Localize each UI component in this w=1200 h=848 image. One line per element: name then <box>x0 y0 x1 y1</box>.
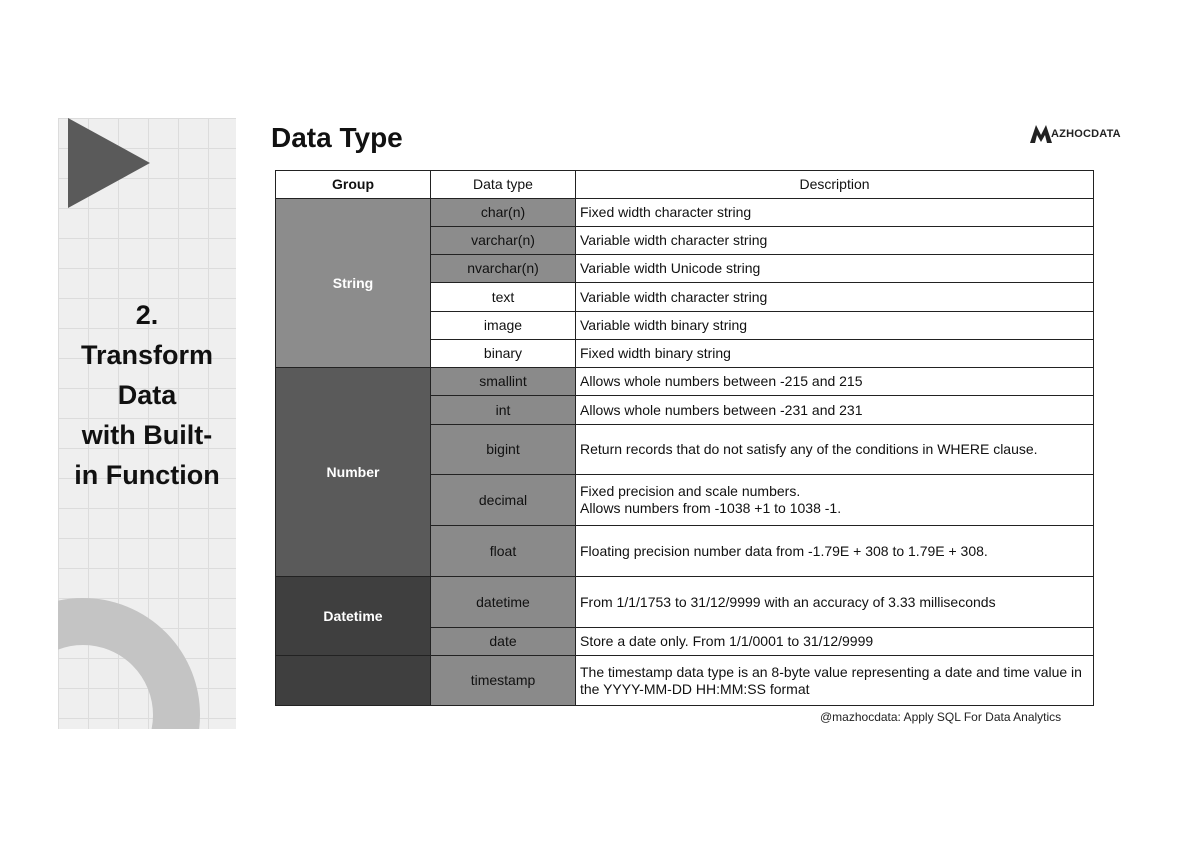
desc-line: Fixed width character string <box>580 204 752 220</box>
type-cell: nvarchar(n) <box>431 255 576 283</box>
play-triangle-icon <box>68 118 150 208</box>
desc-cell <box>576 255 1094 283</box>
desc-cell <box>576 656 1094 706</box>
m-logo-icon <box>1030 125 1052 143</box>
section-title <box>58 295 236 495</box>
desc-cell <box>576 368 1094 396</box>
header-data-type: Data type <box>431 171 576 199</box>
desc-line: Variable width Unicode string <box>580 260 761 276</box>
desc-cell <box>576 526 1094 577</box>
section-title-line: Transform <box>80 340 214 370</box>
group-string: String <box>276 199 431 368</box>
header-description: Description <box>576 171 1094 199</box>
desc-cell <box>576 199 1094 227</box>
desc-line: Fixed precision and scale numbers. <box>580 483 801 499</box>
table-row <box>276 656 1094 706</box>
desc-line: Variable width character string <box>580 288 768 305</box>
desc-cell <box>576 628 1094 656</box>
brand-logo <box>1030 122 1121 146</box>
type-cell: text <box>431 283 576 312</box>
group-empty <box>276 656 431 706</box>
type-cell: bigint <box>431 425 576 475</box>
desc-line: Allows numbers from -1038 +1 to 1038 -1. <box>580 500 842 516</box>
desc-cell <box>576 425 1094 475</box>
desc-line: From 1/1/1753 to 31/12/9999 with an accuracy of 3.33 milliseconds <box>580 593 996 610</box>
ring-decoration <box>58 598 200 729</box>
data-type-table <box>275 170 1094 706</box>
desc-line: Fixed width binary string <box>580 345 731 361</box>
desc-cell <box>576 475 1094 526</box>
section-title-line: in Function <box>74 460 220 490</box>
desc-cell <box>576 227 1094 255</box>
desc-cell <box>576 312 1094 340</box>
type-cell: timestamp <box>431 656 576 706</box>
group-datetime: Datetime <box>276 577 431 656</box>
desc-line: Variable width character string <box>580 232 768 248</box>
table-row <box>276 199 1094 227</box>
type-cell: binary <box>431 340 576 368</box>
page-title: Data Type <box>271 122 403 153</box>
footer-credit: @mazhocdata: Apply SQL For Data Analytics <box>820 710 1062 724</box>
desc-cell <box>576 340 1094 368</box>
desc-line: Variable width binary string <box>580 317 748 333</box>
logo-text: AZHOCDATA <box>1051 128 1121 140</box>
section-title-line: 2. <box>135 300 159 330</box>
table-row <box>276 368 1094 396</box>
desc-line: Store a date only. From 1/1/0001 to 31/12/9999 <box>580 633 874 649</box>
header-group: Group <box>276 171 431 199</box>
table-row <box>276 577 1094 628</box>
type-cell: int <box>431 396 576 425</box>
group-number: Number <box>276 368 431 577</box>
type-cell: date <box>431 628 576 656</box>
type-cell: varchar(n) <box>431 227 576 255</box>
desc-line: The timestamp data type is an 8-byte value representing a date and time value in the YYYY-MM-DD HH:MM:SS format <box>580 663 1082 697</box>
type-cell: float <box>431 526 576 577</box>
section-title-line: with Built- <box>81 420 213 450</box>
type-cell: image <box>431 312 576 340</box>
desc-cell <box>576 283 1094 312</box>
desc-line: Return records that do not satisfy any of the conditions in WHERE clause. <box>580 441 1038 457</box>
desc-line: Allows whole numbers between -231 and 231 <box>580 401 863 418</box>
desc-line: Floating precision number data from -1.79E + 308 to 1.79E + 308. <box>580 542 988 559</box>
type-cell: decimal <box>431 475 576 526</box>
table-header-row <box>276 171 1094 199</box>
section-title-line: Data <box>117 380 177 410</box>
desc-cell <box>576 396 1094 425</box>
desc-cell <box>576 577 1094 628</box>
desc-line: Allows whole numbers between -215 and 215 <box>580 373 863 389</box>
type-cell: datetime <box>431 577 576 628</box>
type-cell: char(n) <box>431 199 576 227</box>
type-cell: smallint <box>431 368 576 396</box>
